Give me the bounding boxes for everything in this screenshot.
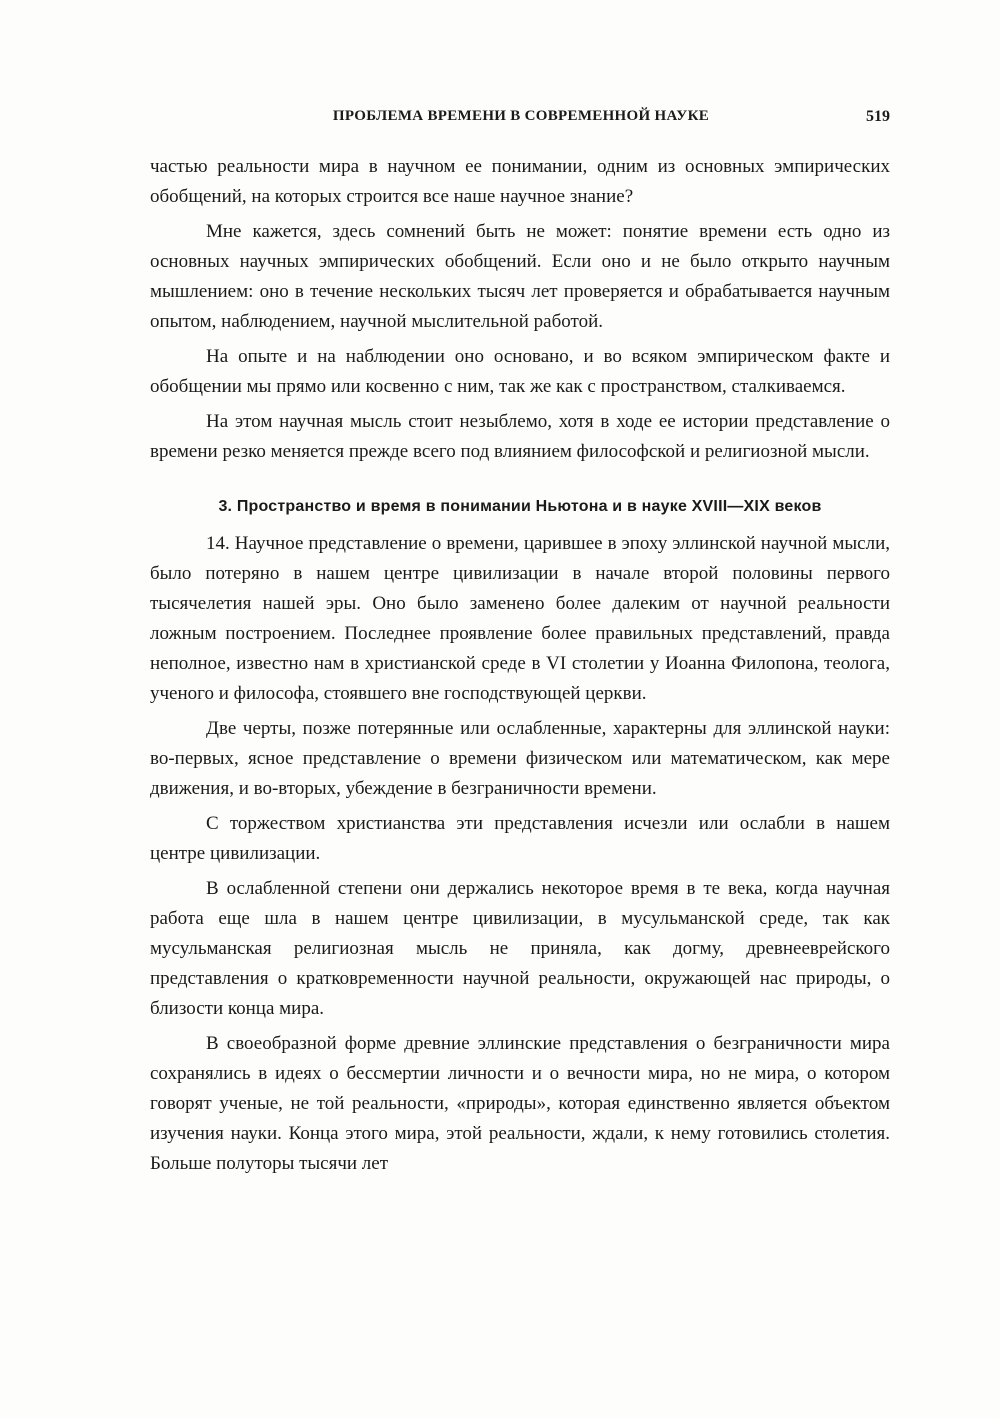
running-title: ПРОБЛЕМА ВРЕМЕНИ В СОВРЕМЕННОЙ НАУКЕ bbox=[332, 108, 710, 124]
body-text bbox=[150, 152, 890, 1184]
paragraph: С торжеством христианства эти представления исчезли или ослабли в нашем центре цивилизации. bbox=[150, 813, 890, 864]
paragraph: Две черты, позже потерянные или ослабленные, характерны для эллинской науки: во-первых, ясное представление о времени физическом или математическом, как мере движения, и во-вторых, убеждение в безграничности времени. bbox=[150, 718, 890, 799]
running-head bbox=[152, 108, 890, 134]
paragraph: В ослабленной степени они держались некоторое время в те века, когда научная работа еще шла в нашем центре цивилизации, в мусульманской среде, так как мусульманская религиозная мысль не приняла, как догму, древнееврейского представления о кратковременности научной реальности, окружающей нас природы, о близости конца мира. bbox=[150, 878, 890, 1019]
paragraph-continued: частью реальности мира в научном ее понимании, одним из основных эмпирических обобщений, на которых строится все наше научное знание? bbox=[150, 156, 890, 207]
page-number: 519 bbox=[866, 108, 890, 125]
paragraph: В своеобразной форме древние эллинские представления о безграничности мира сохранялись в идеях о бессмертии личности и о вечности мира, но не мира, о котором говорят ученые, не той реальности, «природы», которая единственно является объектом изучения науки. Конца этого мира, этой реальности, ждали, к нему готовились столетия. Больше полуторы тысячи лет bbox=[150, 1033, 890, 1174]
paragraph: 14. Научное представление о времени, царившее в эпоху эллинской научной мысли, было потеряно в нашем центре цивилизации в начале второй половины первого тысячелетия нашей эры. Оно было заменено более далеким от научной реальности ложным построением. Последнее проявление более правильных представлений, правда неполное, известно нам в христианской среде в VI столетии у Иоанна Филопона, теолога, ученого и философа, стоявшего вне господствующей церкви. bbox=[150, 533, 890, 704]
paragraph: На опыте и на наблюдении оно основано, и во всяком эмпирическом факте и обобщении мы прямо или косвенно с ним, так же как с пространством, сталкиваемся. bbox=[150, 346, 890, 397]
section-heading: 3. Пространство и время в понимании Ньютона и в науке XVIII—XIX веков bbox=[218, 498, 822, 515]
paragraph: Мне кажется, здесь сомнений быть не может: понятие времени есть одно из основных научных эмпирических обобщений. Если оно и не было открыто научным мышлением: оно в течение нескольких тысяч лет проверяется и обрабатывается научным опытом, наблюдением, научной мыслительной работой. bbox=[150, 221, 890, 332]
paragraph: На этом научная мысль стоит незыблемо, хотя в ходе ее истории представление о времени резко меняется прежде всего под влиянием философской и религиозной мысли. bbox=[150, 411, 890, 462]
